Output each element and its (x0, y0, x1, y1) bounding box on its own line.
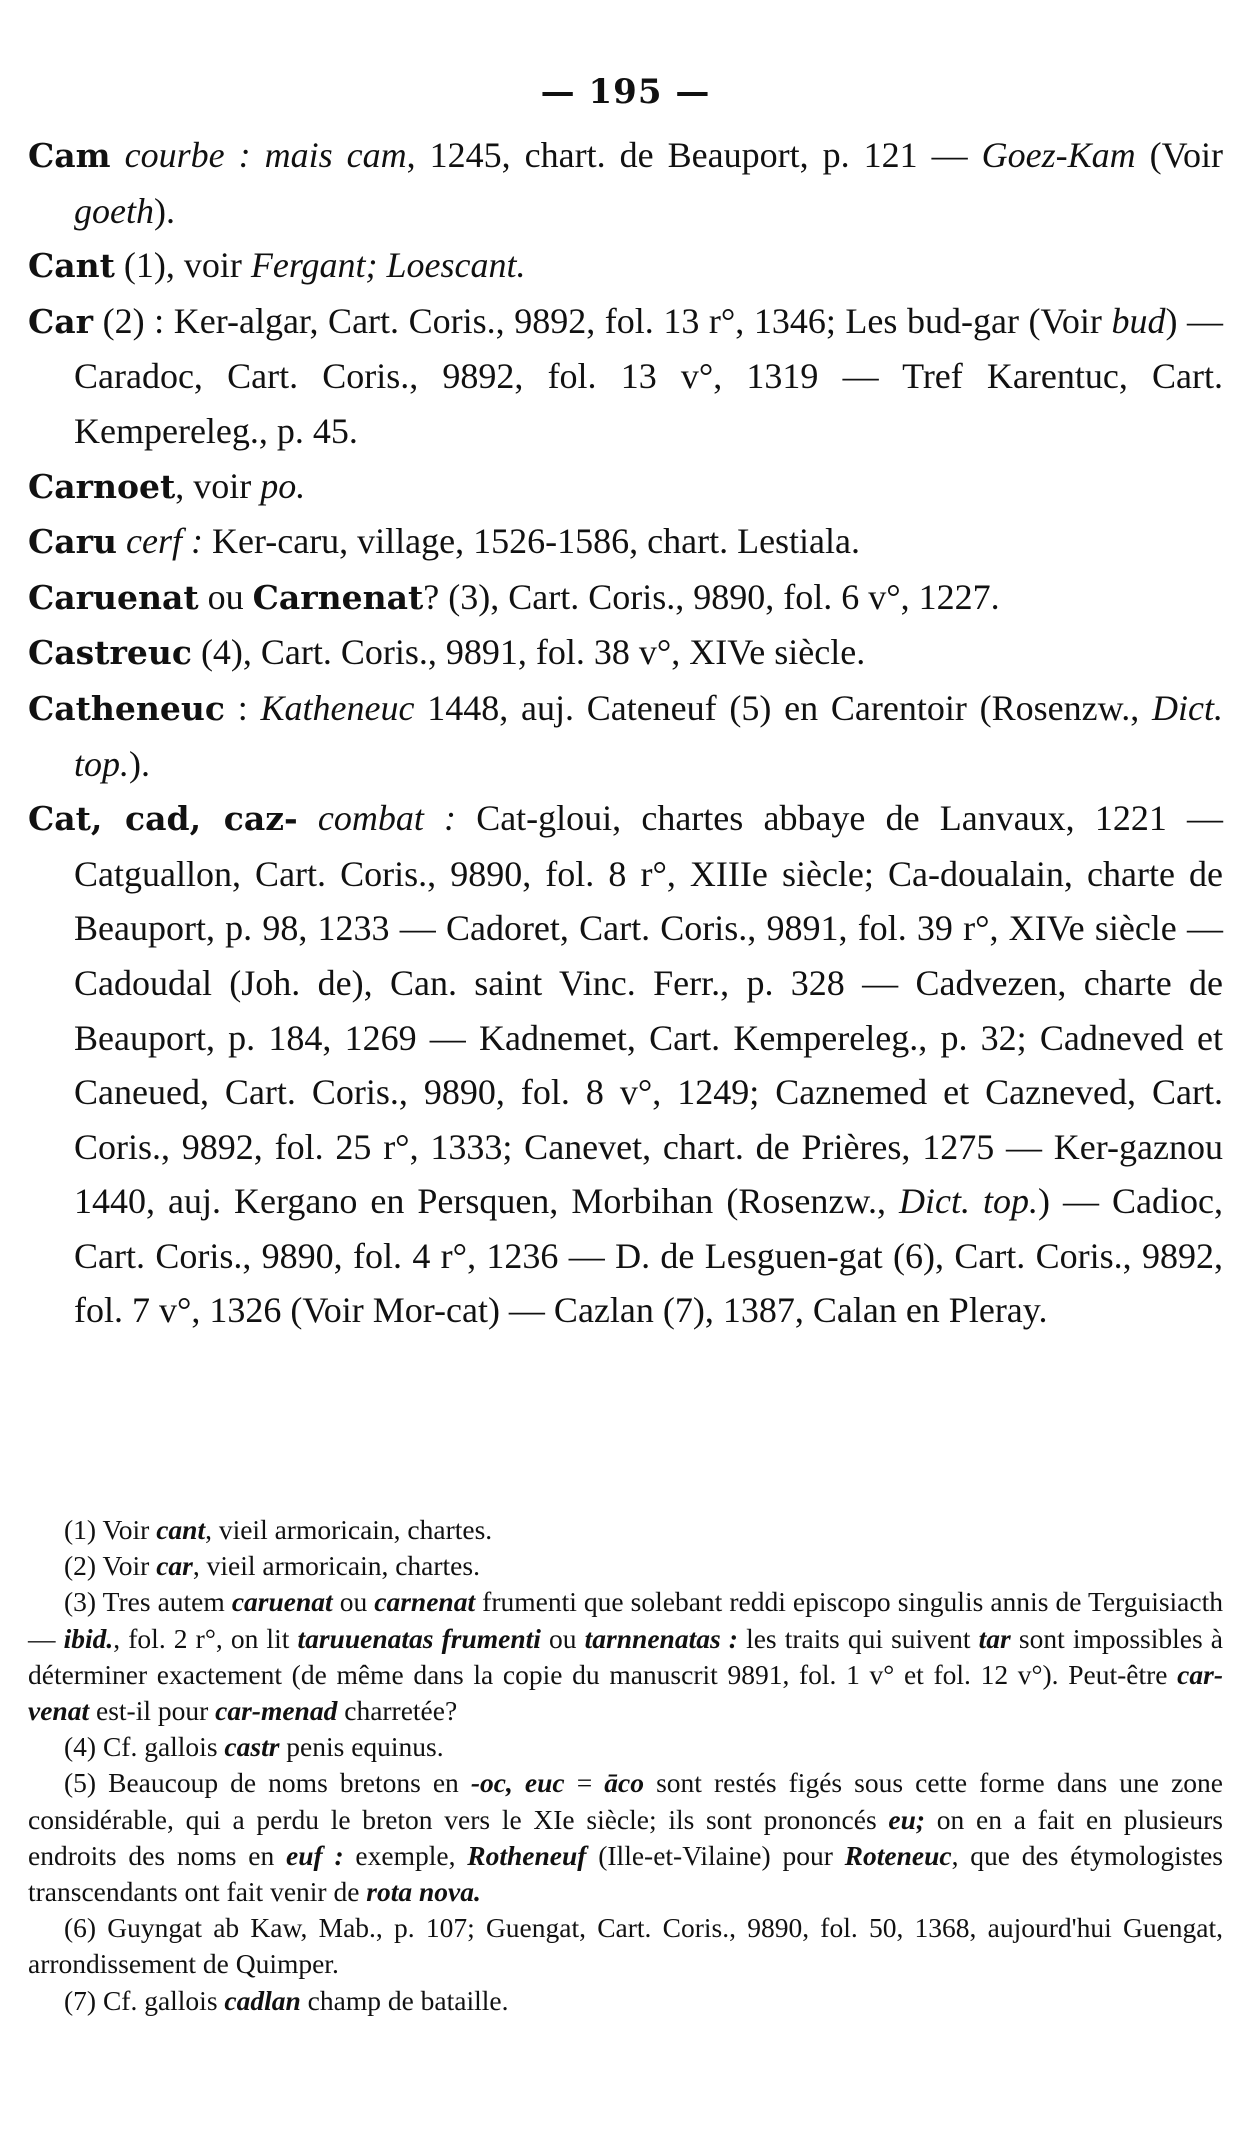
text-run (111, 135, 125, 175)
footnote (28, 1584, 1223, 1729)
text-run: charretée? (337, 1695, 458, 1727)
italic-text: Goez-Kam (981, 135, 1136, 175)
text-run: , fol. 2 r°, on lit (113, 1622, 298, 1654)
text-run: ? (3), Cart. Coris., 9890, fol. 6 v°, 1227. (423, 576, 1000, 617)
text-run: (1) Voir (64, 1514, 157, 1545)
text-run: sont restés figés sous cette forme dans une zone considérable, qui a perdu le breton vers le XIe siècle; ils sont prononcés (28, 1767, 1223, 1835)
italic-text: combat : (317, 798, 457, 839)
italic-text: taruuenatas frumenti (297, 1622, 541, 1654)
text-run: penis equinus. (279, 1731, 444, 1763)
italic-text: cadlan (224, 1984, 301, 2016)
italic-text: courbe : mais cam (124, 135, 407, 175)
dictionary-entry (28, 791, 1223, 1338)
dictionary-entry (28, 238, 1223, 294)
entry-headword: Castreuc (28, 633, 192, 673)
text-run: , 1245, chart. de Beauport, p. 121 — (406, 135, 982, 175)
italic-text: caruenat (231, 1586, 333, 1618)
italic-text: tarnnenatas : (584, 1622, 738, 1654)
dictionary-entry (28, 128, 1223, 238)
entry-headword: Caru (28, 522, 118, 562)
text-run: (1), voir (114, 245, 251, 286)
italic-text: goeth (74, 190, 154, 231)
italic-text: castr (224, 1731, 280, 1763)
text-run: exemple, (343, 1839, 468, 1871)
text-run: , vieil armoricain, chartes. (192, 1550, 480, 1582)
entry-headword: Cam (28, 136, 111, 175)
italic-text: euf : (286, 1839, 344, 1871)
footnote (28, 1729, 1223, 1765)
text-run: (Ille-et-Vilaine) pour (586, 1839, 845, 1871)
text-run: ) — Cadioc, Cart. Coris., 9890, fol. 4 r°, 1236 — D. de Lesguen-gat (6), Cart. Coris., 9892, fol. 7 v°, 1326 (Voir Mor-cat) — Cazlan (7), 1387, Calan en Pleray. (74, 1181, 1223, 1331)
italic-text: po. (260, 465, 306, 506)
text-run: , vieil armoricain, chartes. (205, 1514, 493, 1545)
text-run: (5) Beaucoup de noms bretons en (64, 1767, 471, 1799)
text-run: (3) Tres autem (64, 1586, 232, 1618)
text-run: ). (153, 190, 175, 231)
italic-text: Fergant; Loescant. (250, 245, 526, 286)
text-run: : (224, 687, 261, 728)
dictionary-entry (28, 570, 1223, 626)
text-run: (2) Voir (64, 1550, 157, 1582)
main-text (28, 128, 1223, 1338)
entry-headword: Catheneuc (28, 688, 225, 728)
dictionary-entry (28, 681, 1223, 791)
italic-text: car-menad (215, 1695, 338, 1727)
text-run: (4), Cart. Coris., 9891, fol. 38 v°, XIVe siècle. (191, 632, 866, 673)
text-run: (6) Guyngat ab Kaw, Mab., p. 107; Guengat, Cart. Coris., 9890, fol. 50, 1368, aujourd'hui Guengat, arrondissement de Quimper. (28, 1912, 1223, 1980)
footnote (28, 1910, 1223, 1982)
text-run: sont impossibles à déterminer exactement (de même dans la copie du manuscrit 9891, fol. 1 v° et fol. 12 v°). Peut-être (28, 1622, 1224, 1690)
footnote (28, 1765, 1223, 1910)
italic-text: bud (1111, 300, 1166, 341)
footnote (28, 1548, 1223, 1584)
italic-text: -oc, euc (470, 1767, 565, 1799)
text-run: ). (129, 743, 151, 784)
text-run (117, 521, 126, 561)
text-run: , que des étymologistes transcendants ont fait venir de (28, 1839, 1224, 1908)
text-run: (7) Cf. gallois (64, 1984, 225, 2016)
text-run: frumenti que solebant reddi episcopo singulis annis de Terguisiacth — (28, 1586, 1223, 1654)
italic-text: tar (978, 1622, 1011, 1654)
dictionary-entry (28, 459, 1223, 515)
text-run: ) — Caradoc, Cart. Coris., 9892, fol. 13 v°, 1319 — Tref Karentuc, Cart. Kempereleg., p. 45. (74, 300, 1223, 451)
italic-text: cant (156, 1514, 206, 1545)
italic-text: carnenat (374, 1586, 476, 1618)
italic-text: car (156, 1550, 193, 1582)
italic-text: ibid. (63, 1622, 114, 1654)
text-run: champ de bataille. (300, 1984, 509, 2016)
entry-headword: Carnoet (28, 466, 176, 506)
text-run: = (564, 1767, 605, 1799)
italic-text: Dict. top. (898, 1181, 1038, 1222)
text-run: Ker-caru, village, 1526-1586, chart. Lestiala. (203, 521, 861, 562)
dictionary-entry (28, 294, 1223, 459)
entry-headword: Cat, cad, caz- (28, 799, 298, 839)
italic-text: Dict. top. (74, 687, 1223, 784)
italic-text: Rotheneuf (467, 1839, 587, 1871)
footnote (28, 1512, 1223, 1548)
headword-alt: Carnenat (252, 577, 424, 617)
footnotes (28, 1512, 1223, 2019)
entry-headword: Car (28, 301, 94, 341)
entry-headword: Caruenat (28, 577, 199, 617)
text-run: ou (332, 1586, 375, 1618)
text-run: (4) Cf. gallois (64, 1731, 225, 1763)
dictionary-entry (28, 625, 1223, 681)
italic-text: car-venat (28, 1658, 1223, 1727)
text-run: ou (540, 1622, 585, 1654)
dictionary-entry (28, 514, 1223, 570)
text-run: (2) : Ker-algar, Cart. Coris., 9892, fol. 13 r°, 1346; Les bud-gar (Voir (93, 300, 1112, 341)
text-run: on en a fait en plusieurs endroits des noms en (28, 1803, 1223, 1871)
text-run (298, 798, 318, 838)
text-run: est-il pour (89, 1695, 216, 1727)
italic-text: Roteneuc (844, 1839, 952, 1871)
italic-text: eu; (888, 1803, 926, 1835)
text-run: les traits qui suivent (737, 1622, 979, 1654)
text-run: (Voir (1135, 135, 1223, 175)
italic-text: āco (604, 1767, 644, 1799)
italic-text: cerf : (126, 521, 203, 562)
entry-headword: Cant (28, 246, 115, 286)
text-run: , voir (175, 465, 261, 506)
text-run: ou (198, 576, 253, 617)
page-number: — 195 — (540, 72, 711, 112)
text-run: 1448, auj. Cateneuf (5) en Carentoir (Rosenzw., (414, 687, 1152, 728)
italic-text: rota nova. (366, 1876, 481, 1908)
footnote (28, 1983, 1223, 2019)
italic-text: Katheneuc (260, 687, 415, 728)
text-run: Cat-gloui, chartes abbaye de Lanvaux, 1221 — Catguallon, Cart. Coris., 9890, fol. 8 r°, XIIIe siècle; Ca-doualain, charte de Beauport, p. 98, 1233 — Cadoret, Cart. Coris., 9891, fol. 39 r°, XIVe siècle — Cadoudal (Joh. de), Can. saint Vinc. Ferr., p. 328 — Cadvezen, charte de Beauport, p. 184, 1269 — Kadnemet, Cart. Kempereleg., p. 32; Cadneved et Caneued, Cart. Coris., 9890, fol. 8 v°, 1249; Caznemed et Cazneved, Cart. Coris., 9892, fol. 25 r°, 1333; Canevet, chart. de Prières, 1275 — Ker-gaznou 1440, auj. Kergano en Persquen, Morbihan (Rosenzw., (74, 798, 1224, 1222)
